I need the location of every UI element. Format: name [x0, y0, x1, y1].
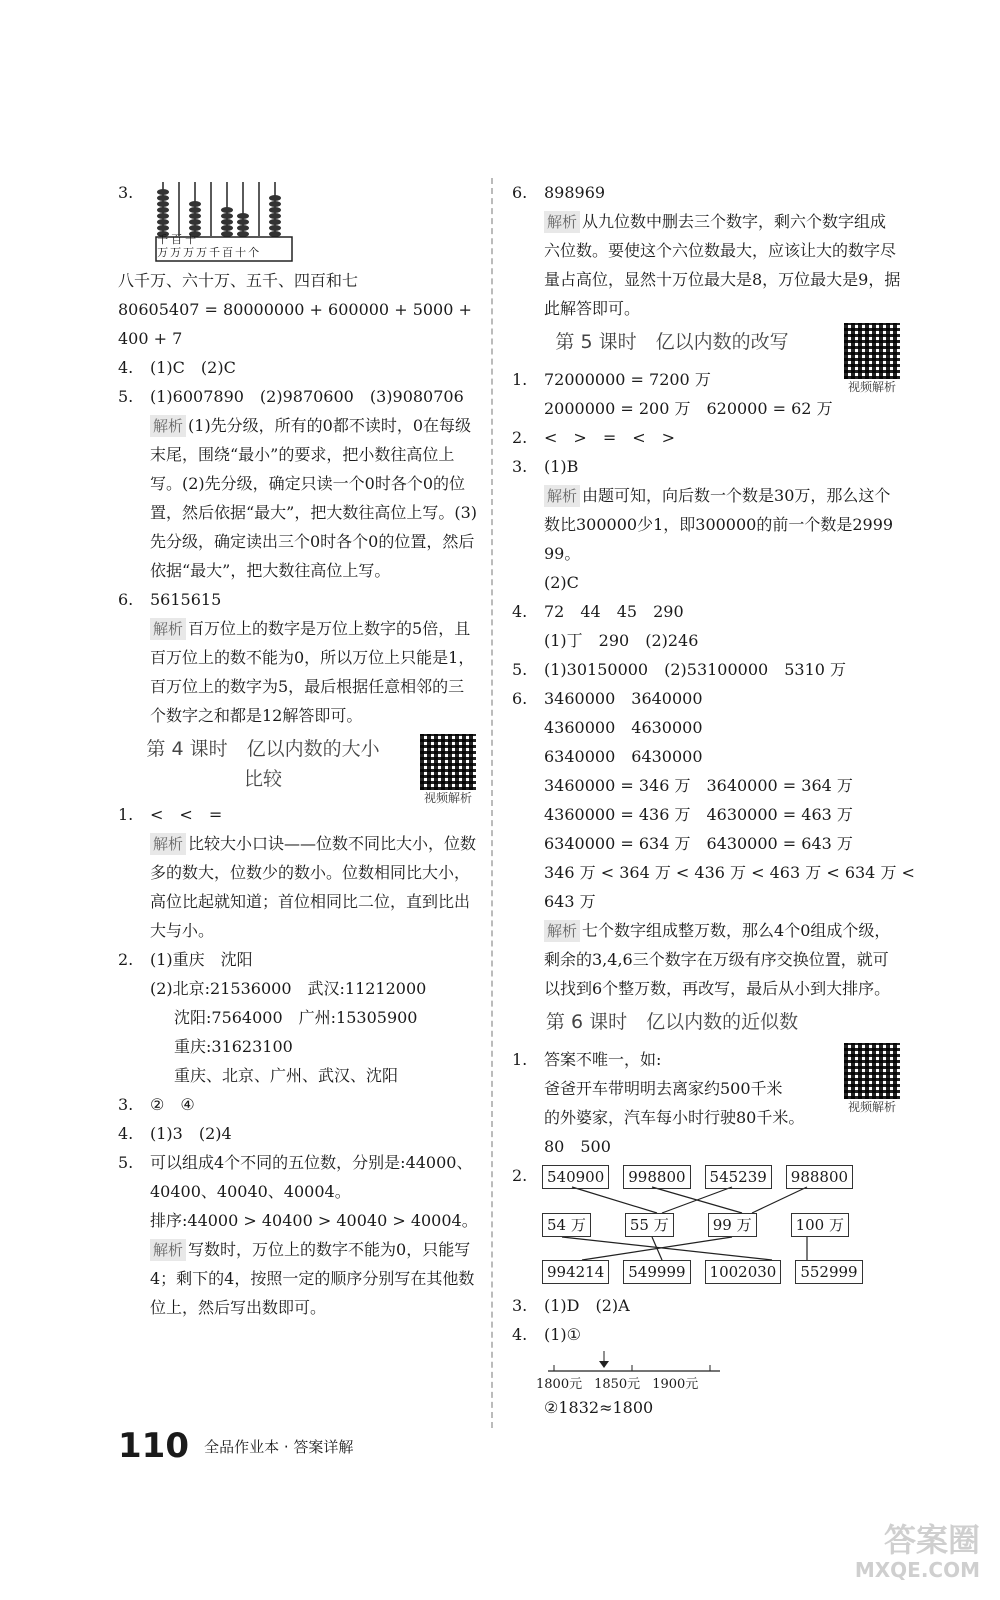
- abacus-figure: [155, 178, 295, 262]
- l6q1-line1: 答案不唯一，如:: [544, 1050, 662, 1069]
- lesson5-qr[interactable]: [840, 323, 904, 395]
- r6-row: [512, 178, 902, 207]
- q5-row: [118, 382, 478, 411]
- lesson5-title: 第 5 课时 亿以内数的改写: [555, 331, 789, 353]
- number-box: 545239: [705, 1165, 772, 1189]
- question-number: 5.: [118, 1153, 134, 1172]
- qr-label: 视频解析: [423, 791, 472, 805]
- l4q1-answer: < < =: [150, 805, 223, 824]
- l4q5-line1: 可以组成4个不同的五位数，分别是:44000、: [150, 1153, 473, 1172]
- question-number: 6.: [512, 183, 528, 202]
- question-number: 3.: [118, 1095, 134, 1114]
- analysis-tag: 解析: [150, 833, 186, 855]
- q5-explanation-text: (1)先分级，所有的0都不读时，0在每级末尾，围绕“最小”的要求，把小数往高位上写。(2)先分级，确定只读一个0时各个0的位置，然后依据“最大”，把大数往高位上写。(3)先分级，确定读出三个0时各个0的位置，然后依据“最大”，把大数往高位上写。: [150, 416, 478, 580]
- tick-labels: [536, 1373, 698, 1392]
- l4q2-part1: (1)重庆 沈阳: [150, 950, 253, 969]
- l5q4-line2: (1)丁 290 (2)246: [544, 631, 699, 650]
- l4q2-row: [118, 945, 478, 974]
- l4q5-explanation-text: 写数时，万位上的数字不能为0，只能写4；剩下的4，按照一定的顺序分别写在其他数位上，然后写出数即可。: [150, 1240, 475, 1317]
- number-box: 998800: [623, 1165, 690, 1189]
- l5q6-explanation-text: 七个数字组成整万数，那么4个0组成个级，剩余的3,4,6三个数字在万级有序交换位置，就可以找到6个整万数，再改写，最后从小到大排序。: [544, 921, 891, 998]
- abacus-label-top: 千百十: [157, 233, 200, 246]
- question-number: 6.: [512, 689, 528, 708]
- l4q1-explanation: [118, 829, 478, 945]
- l6q1-line3: 的外婆家，汽车每小时行驶80千米。: [544, 1108, 805, 1127]
- l6q1-line4: 80 500: [544, 1137, 611, 1156]
- l4q2-part2: (2)北京:21536000 武汉:11212000: [150, 979, 427, 998]
- lesson6-title: 第 6 课时 亿以内数的近似数: [545, 1011, 799, 1033]
- l5q6-line: 3460000 3640000: [544, 689, 703, 708]
- l4q5-row: [118, 1148, 478, 1177]
- q3-expansion: 80605407 = 80000000 + 600000 + 5000 +: [118, 300, 472, 319]
- question-number: 1.: [512, 370, 528, 389]
- l5q4-row: [512, 597, 902, 626]
- number-box: 540900: [542, 1165, 609, 1189]
- l6q2-block: [512, 1165, 902, 1285]
- l6q4-answer: (1)①: [544, 1325, 582, 1344]
- question-number: 3.: [512, 457, 528, 476]
- l5q1-line1: 72000000 = 7200 万: [544, 370, 711, 389]
- question-number: 5.: [512, 660, 528, 679]
- l5q2-row: [512, 423, 902, 452]
- qr-label: 视频解析: [847, 380, 896, 394]
- l5q3-explanation-text: 由题可知，向后数一个数是30万，那么这个数比300000少1，即300000的前一个数是299999。: [544, 486, 894, 563]
- l5q6-line: 3460000 = 346 万 3640000 = 364 万: [544, 776, 853, 795]
- l5q6-line: 6340000 = 634 万 6430000 = 643 万: [544, 834, 853, 853]
- q4-row: [118, 353, 478, 382]
- page-footer: [118, 1426, 353, 1466]
- lesson4-title-line2: 比较: [243, 768, 282, 790]
- number-box: 1002030: [705, 1260, 782, 1284]
- l5q3-explanation: [512, 481, 902, 568]
- l4q2-order: 重庆、北京、广州、武汉、沈阳: [174, 1066, 399, 1085]
- l5q6-line: 346 万 < 364 万 < 436 万 < 463 万 < 634 万 <: [544, 863, 915, 882]
- question-number: 2.: [512, 428, 528, 447]
- l4q1-explanation-text: 比较大小口诀——位数不同比大小，位数多的数大，位数少的数小。位数相同比大小，高位比起就知道；首位相同比二位，直到比出大与小。: [150, 834, 477, 940]
- l5q3-part2: (2)C: [544, 573, 579, 592]
- q6-answer: 5615615: [150, 590, 222, 609]
- question-number: 4.: [118, 358, 134, 377]
- number-box: 994214: [542, 1260, 609, 1284]
- tick-label: 1850元: [594, 1377, 641, 1392]
- tick-label: 1800元: [536, 1377, 583, 1392]
- l6q1-line2: 爸爸开车带明明去离家约500千米: [544, 1079, 783, 1098]
- question-number: 4.: [512, 602, 528, 621]
- l4q2-part2-c: 重庆:31623100: [174, 1037, 293, 1056]
- l6q4-part2: ②1832≈1800: [544, 1398, 654, 1417]
- approx-box: 100 万: [791, 1213, 849, 1237]
- arrow-down-icon: [599, 1361, 609, 1368]
- l5q4-line1: 72 44 45 290: [544, 602, 684, 621]
- abacus-label-bottom: 万万万万千百十个: [157, 246, 262, 259]
- q5-explanation: [118, 411, 478, 585]
- left-column: [118, 178, 478, 1322]
- qr-code-icon[interactable]: [420, 734, 476, 790]
- q3-row: [118, 178, 478, 266]
- l5q3-row: [512, 452, 902, 481]
- l5q5-answer: (1)30150000 (2)53100000 5310 万: [544, 660, 847, 679]
- l5q1-line2: 2000000 = 200 万 620000 = 62 万: [544, 399, 833, 418]
- l5q3-answer: (1)B: [544, 457, 579, 476]
- q3-words: 八千万、六十万、五千、四百和七: [118, 271, 359, 290]
- question-number: 4.: [512, 1325, 528, 1344]
- qr-code-icon[interactable]: [844, 1043, 900, 1099]
- l5q6-row: [512, 684, 902, 713]
- analysis-tag: 解析: [544, 211, 580, 233]
- analysis-tag: 解析: [150, 618, 186, 640]
- q5-answer: (1)6007890 (2)9870600 (3)9080706: [150, 387, 464, 406]
- l4q4-row: [118, 1119, 478, 1148]
- top-row: [542, 1165, 853, 1189]
- r6-answer: 898969: [544, 183, 606, 202]
- number-line: [536, 1349, 902, 1393]
- approx-box: 99 万: [708, 1213, 757, 1237]
- approx-box: 54 万: [542, 1213, 591, 1237]
- analysis-tag: 解析: [544, 485, 580, 507]
- number-box: 988800: [786, 1165, 853, 1189]
- l5q6-line: 6340000 6430000: [544, 747, 703, 766]
- q6-explanation: [118, 614, 478, 730]
- question-number: 1.: [118, 805, 134, 824]
- l6q1-block: [512, 1045, 902, 1161]
- r6-explanation-text: 从九位数中删去三个数字，剩六个数字组成六位数。要使这个六位数最大，应该让大的数字尽量占高位，显然十万位最大是8，万位最大是9，据此解答即可。: [544, 212, 901, 318]
- tick-label: 1900元: [652, 1377, 699, 1392]
- l4q4-answer: (1)3 (2)4: [150, 1124, 232, 1143]
- footer-text: 全品作业本 · 答案详解: [204, 1437, 354, 1456]
- number-box: 549999: [623, 1260, 690, 1284]
- lesson4-qr[interactable]: [416, 734, 480, 806]
- watermark-line2: MXQE.COM: [854, 1558, 980, 1582]
- question-number: 4.: [118, 1124, 134, 1143]
- approx-box: 55 万: [625, 1213, 674, 1237]
- lesson4-heading: [118, 734, 478, 805]
- number-box: 552999: [795, 1260, 862, 1284]
- analysis-tag: 解析: [544, 920, 580, 942]
- question-number: 1.: [512, 1050, 528, 1069]
- question-number: 2.: [512, 1166, 528, 1185]
- analysis-tag: 解析: [150, 415, 186, 437]
- question-number: 5.: [118, 387, 134, 406]
- lesson6-heading: [512, 1007, 902, 1041]
- q3-expansion-cont: 400 + 7: [118, 329, 183, 348]
- l4q5-line2: 40400、40040、40004。: [150, 1182, 351, 1201]
- analysis-tag: 解析: [150, 1239, 186, 1261]
- l5q6-line: 643 万: [544, 892, 596, 911]
- question-number: 3.: [118, 183, 134, 202]
- lesson4-title-line1: 第 4 课时 亿以内数的大小: [146, 738, 380, 760]
- r6-explanation: [512, 207, 902, 323]
- right-column: [512, 178, 915, 1422]
- mid-row: [542, 1213, 849, 1237]
- q6-row: [118, 585, 478, 614]
- l6q3-row: [512, 1291, 902, 1320]
- question-number: 3.: [512, 1296, 528, 1315]
- l5q2-answer: < > = < >: [544, 428, 676, 447]
- lesson6-qr[interactable]: [840, 1043, 904, 1115]
- l4q2-part2-b: 沈阳:7564000 广州:15305900: [174, 1008, 418, 1027]
- q6-explanation-text: 百万位上的数字是万位上数字的5倍，且百万位上的数不能为0，所以万位上只能是1，百万位上的数字为5，最后根据任意相邻的三个数字之和都是12解答即可。: [150, 619, 475, 725]
- l4q5-line3: 排序:44000 > 40400 > 40040 > 40004。: [150, 1211, 478, 1230]
- l5q6-explanation: [512, 916, 902, 1003]
- question-number: 6.: [118, 590, 134, 609]
- q4-answer: (1)C (2)C: [150, 358, 236, 377]
- qr-label: 视频解析: [847, 1100, 896, 1114]
- question-number: 2.: [118, 950, 134, 969]
- l6q3-answer: (1)D (2)A: [544, 1296, 630, 1315]
- page-number: 110: [118, 1426, 189, 1466]
- watermark-line1: 答案圈: [883, 1521, 980, 1559]
- bottom-row: [542, 1260, 863, 1284]
- qr-code-icon[interactable]: [844, 323, 900, 379]
- l4q3-row: [118, 1090, 478, 1119]
- l5q6-line: 4360000 = 436 万 4630000 = 463 万: [544, 805, 853, 824]
- l5q6-line: 4360000 4630000: [544, 718, 703, 737]
- site-watermark: [855, 1522, 980, 1582]
- l4q5-explanation: [118, 1235, 478, 1322]
- column-divider: [491, 178, 493, 1428]
- l4q3-answer: ② ④: [150, 1095, 195, 1114]
- l6q4-row: [512, 1320, 902, 1349]
- l5q5-row: [512, 655, 902, 684]
